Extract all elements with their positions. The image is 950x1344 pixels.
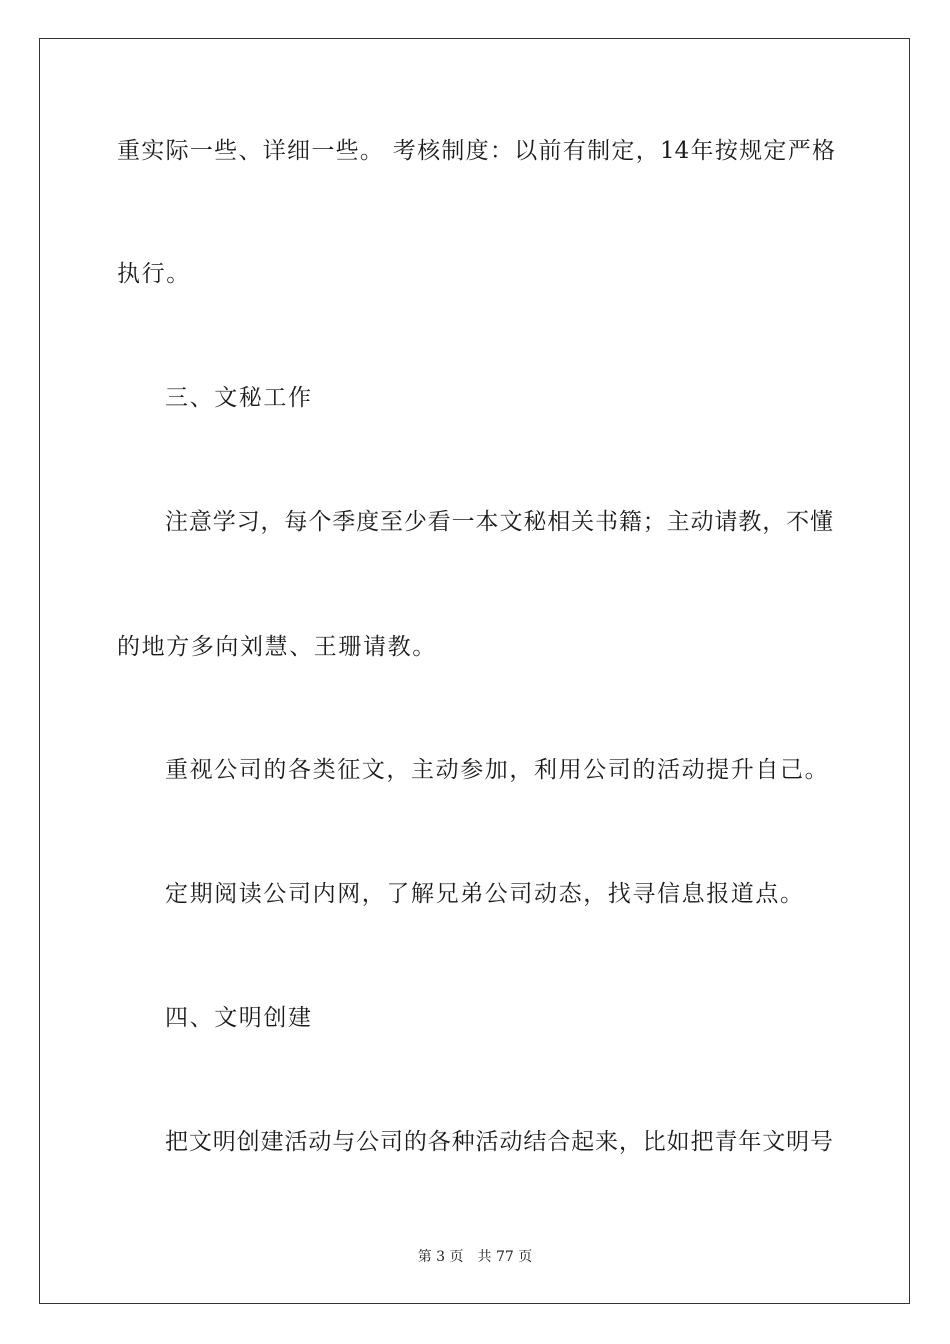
page-footer bbox=[0, 1248, 950, 1266]
page-border bbox=[39, 38, 910, 1304]
section-heading: 四、文明创建 bbox=[165, 1005, 313, 1031]
body-text-line: 执行。 bbox=[117, 261, 191, 287]
body-text-line: 注意学习，每个季度至少看一本文秘相关书籍；主动请教，不懂 bbox=[165, 509, 833, 535]
body-text-line: 定期阅读公司内网，了解兄弟公司动态，找寻信息报道点。 bbox=[165, 881, 805, 907]
page-number-total: 共 77 页 bbox=[477, 1249, 533, 1265]
body-text-line: 把文明创建活动与公司的各种活动结合起来，比如把青年文明号 bbox=[165, 1129, 833, 1155]
body-text-line: 的地方多向刘慧、王珊请教。 bbox=[117, 634, 437, 660]
body-text-line: 重视公司的各类征文，主动参加，利用公司的活动提升自己。 bbox=[165, 757, 830, 783]
page-number-current: 第 3 页 bbox=[417, 1249, 464, 1265]
body-text-line: 重实际一些、详细一些。 考核制度：以前有制定，14年按规定严格 bbox=[117, 138, 835, 164]
section-heading: 三、文秘工作 bbox=[165, 385, 313, 411]
